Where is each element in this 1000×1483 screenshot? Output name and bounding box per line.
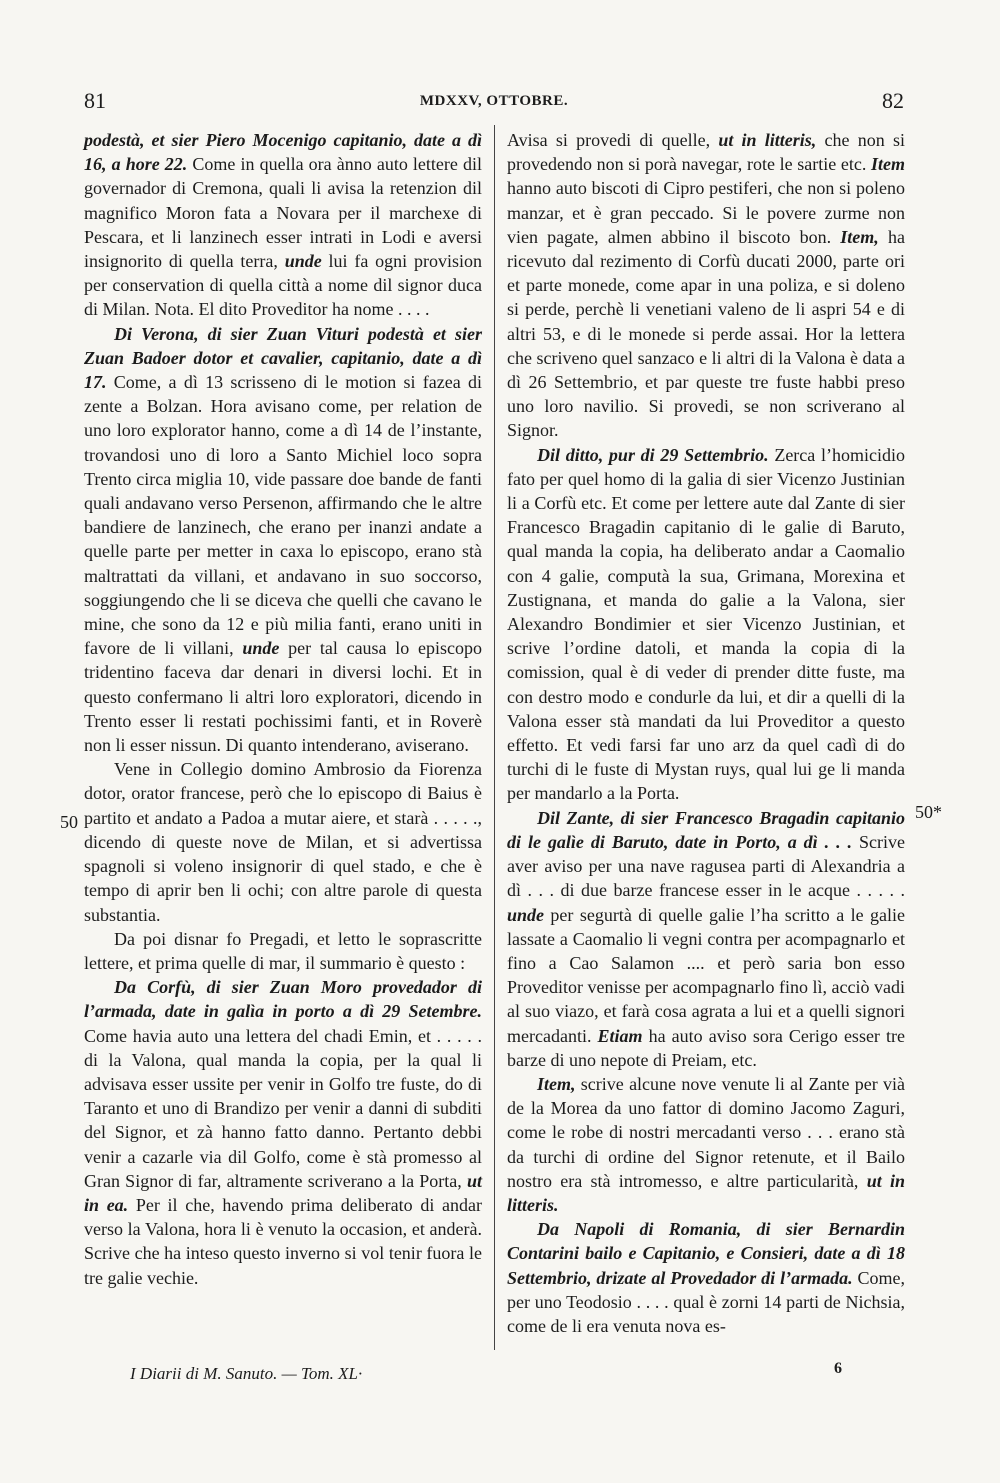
- text-run: per segurtà di quelle galie l’ha scritto a le galie lassate a Caomalio li vegni contra per acompagnarlo et fino a Cao Salamon .... et però saria bon esso Proveditor venisse per acompagnarlo fino lì, acciò vadi al suo viazo, et farà cosa agrata a lui et a quelli signori mercadanti.: [507, 904, 905, 1046]
- text-run: Come, per uno Teodosio . . . . qual è zorni 14 parti de Nichsia, come de li era venuta nova es-: [507, 1267, 905, 1336]
- page-header: [84, 88, 904, 118]
- page-number-left: 81: [84, 88, 106, 113]
- line-marker-left: 50: [60, 812, 78, 832]
- paragraph: [507, 1217, 905, 1338]
- paragraph: [507, 443, 905, 806]
- text-run: Per il che, havendo prima deliberato di andar verso la Valona, hora li è venuto la occasion, et anderà. Scrive che ha inteso questo inverno si vol tenir fuora le tre galie vechie.: [84, 1194, 482, 1288]
- italic-run: Di Verona, di sier Zuan Vituri podestà et sier Zuan Badoer dotor et cavalier, capitanio, date a dì 17.: [84, 323, 482, 393]
- italic-run: unde: [507, 904, 545, 925]
- italic-run: Item,: [840, 226, 879, 247]
- text-run: lui fa ogni provision per conservation di quella città a nome dil signor duca di Milan. Nota. El dito Proveditor ha nome . . . .: [84, 251, 482, 320]
- text-run: Scrive aver aviso per una nave ragusea parti di Alexandria a dì . . . di due barze francese esser in le acque . . . . .: [507, 831, 906, 901]
- italic-run: unde: [284, 251, 322, 272]
- right-column: [507, 128, 905, 1338]
- italic-run: Da Corfù, di sier Zuan Moro provedador di l’armada, date in galìa in porto a dì 29 Setembre.: [84, 977, 482, 1022]
- text-run: Zerca l’homicidio fato per quel homo di la galia di sier Vicenzo Justinian li a Corfù etc. Et come per lettere aute dal Zante di sier Francesco Bragadin capitanio di le galie di Baruto, qual manda la copia, ha deliberato andar a Caomalio con 4 galie, computà la sua, Grimana, Morexina et Zustignana, et manda do galie a la Valona, sier Alexandro Bondimier et sier Vicenzo Justinian, et scrive l’ordine datoli, et manda la copia di la comission, qual è di veder di prender ditte fuste, ma con destro modo e condurle da lui, et dir a quelli di la Valona esser stà mandati da lui Proveditor a questo effetto. Et vedi farsi far uno arz da quel cadì di do turchi di le fuste di Mystan ruys, qual lui ge li manda per mandarlo a la Porta.: [507, 444, 905, 804]
- text-run: per tal causa lo episcopo tridentino faceva dar denari in diversi lochi. Et in questo confermano li altri loro exploratori, dicendo in Trento esser li restati pochissimi fanti, et in Roverè non li esser nissun. Di quanto intenderano, aviserano.: [84, 638, 483, 756]
- text-run: Come in quella ora ànno auto lettere dil governador di Cremona, quali li avisa la retenzion dil magnifico Moron fata a Novara per il marchexe di Pescara, et li lanzinech esser intrati in Lodi e aversi insignorito di quella terra,: [84, 154, 482, 272]
- text-run: Avisa si provedi di quelle,: [507, 130, 719, 150]
- paragraph: [507, 806, 905, 1072]
- paragraph: [84, 975, 482, 1290]
- italic-run: ut in ea.: [84, 1170, 482, 1215]
- running-title: MDXXV, OTTOBRE.: [419, 93, 569, 109]
- text-run: che non si provedendo non si porà navegar, rote le sartie etc.: [507, 130, 905, 175]
- paragraph: [84, 322, 482, 758]
- line-marker-right: 50*: [915, 802, 942, 822]
- column-divider: [494, 125, 495, 1350]
- paragraph: [84, 927, 482, 975]
- italic-run: Item: [871, 154, 905, 175]
- text-run: scrive alcune nove venute li al Zante per vià de la Morea da uno fattor di domino Jacomo Zaguri, come le robe di nostri mercadanti verso . . . erano stà da turchi di ordine del Signor retenute, et il Bailo nostro era stà intromesso, e altre particularità,: [507, 1073, 905, 1191]
- italic-run: Dil ditto, pur di 29 Settembrio.: [537, 444, 769, 465]
- text-run: Vene in Collegio domino Ambrosio da Fiorenza dotor, orator francese, però che lo episcopo di Baius è partito et andato a Padoa a mutar aiere, et starà . . . . ., dicendo di queste nove de Milan, et si advertissa spagnoli si voleno insignorir di quel stado, e che è tempo di aprir ben li ochi; con altre parole di questa substantia.: [84, 759, 482, 925]
- italic-run: Dil Zante, di sier Francesco Bragadin capitanio di le galìe di Baruto, date in Porto, a dì . . .: [507, 807, 905, 852]
- italic-run: Item,: [537, 1073, 576, 1094]
- italic-run: Etiam: [597, 1025, 643, 1046]
- left-column: [84, 128, 482, 1290]
- italic-run: ut in litteris.: [507, 1170, 905, 1215]
- text-run: ha auto aviso sora Cerigo esser tre barze di uno nepote di Preiam, etc.: [507, 1025, 905, 1070]
- paragraph: [84, 128, 482, 322]
- italic-run: unde: [242, 638, 280, 659]
- page-number-right: 82: [882, 88, 904, 113]
- text-run: ha ricevuto dal rezimento di Corfù ducati 2000, parte ori et parte monede, come apar in una poliza, e si doleno si perde, perchè li venetiani valeno de li aspri 54 e di altri 53, e di le monede si perde assai. Hor la lettera che scriveno quel sanzaco e li altri di la Valona è data a dì 26 Settembrio, et par queste tre fuste habbi preso uno loro navilio. Si provedi, se non scriverano al Signor.: [507, 226, 905, 441]
- footer-citation: I Diarii di M. Sanuto. — Tom. XL·: [130, 1364, 363, 1383]
- text-run: hanno auto biscoti di Cipro pestiferi, che non si poleno manzar, et è gran peccado. Si le povere zurme non vien pagate, almen abbino il biscoto bon.: [507, 178, 905, 247]
- text-run: Come havia auto una lettera del chadi Emin, et . . . . . di la Valona, qual manda la copia, per la qual li advisava esser ussite per venir in Golfo tre fuste, do di Taranto et uno di Brandizo per venir a danni di subditi del Signor, et zà hanno fatto danno. Pertanto debbi venir a cazarle via dil Golfo, come è stà promesso al Gran Signor di far, altramente scriverano a la Porta,: [84, 1025, 482, 1191]
- signature-mark: 6: [834, 1360, 842, 1377]
- text-run: Da poi disnar fo Pregadi, et letto le soprascritte lettere, et prima quelle di mar, il summario è questo :: [84, 928, 482, 973]
- paragraph: [507, 128, 905, 443]
- italic-run: Da Napoli di Romania, di sier Bernardin Contarini bailo e Capitanio, e Consieri, date a dì 18 Settembrio, drizate al Provedador di l’armada.: [507, 1219, 905, 1288]
- italic-run: ut in litteris,: [718, 130, 817, 150]
- paragraph: [507, 1072, 905, 1217]
- italic-run: podestà, et sier Piero Mocenigo capitanio, date a dì 16, a hore 22.: [84, 130, 482, 175]
- text-run: Come, a dì 13 scrisseno di le motion si fazea di zente a Bolzan. Hora avisano come, per relation de uno loro explorator hanno, come a dì 14 de l’instante, trovandosi uno di loro a Santo Michiel loco sopra Trento circa miglia 10, vide passare doe bande de fanti quali andavano verso Persenon, affirmando che le altre bandiere de lanzinech, che erano per inanzi andate a quelle parte per metter in caxa lo episcopo, erano stà maltrattati da villani, et andavano in suo soccorso, soggiungendo che li se diceva che quelli che cavano le mine, che sono da 12 e più milia fanti, erano uniti in favore de li villani,: [84, 372, 482, 659]
- paragraph: [84, 757, 482, 926]
